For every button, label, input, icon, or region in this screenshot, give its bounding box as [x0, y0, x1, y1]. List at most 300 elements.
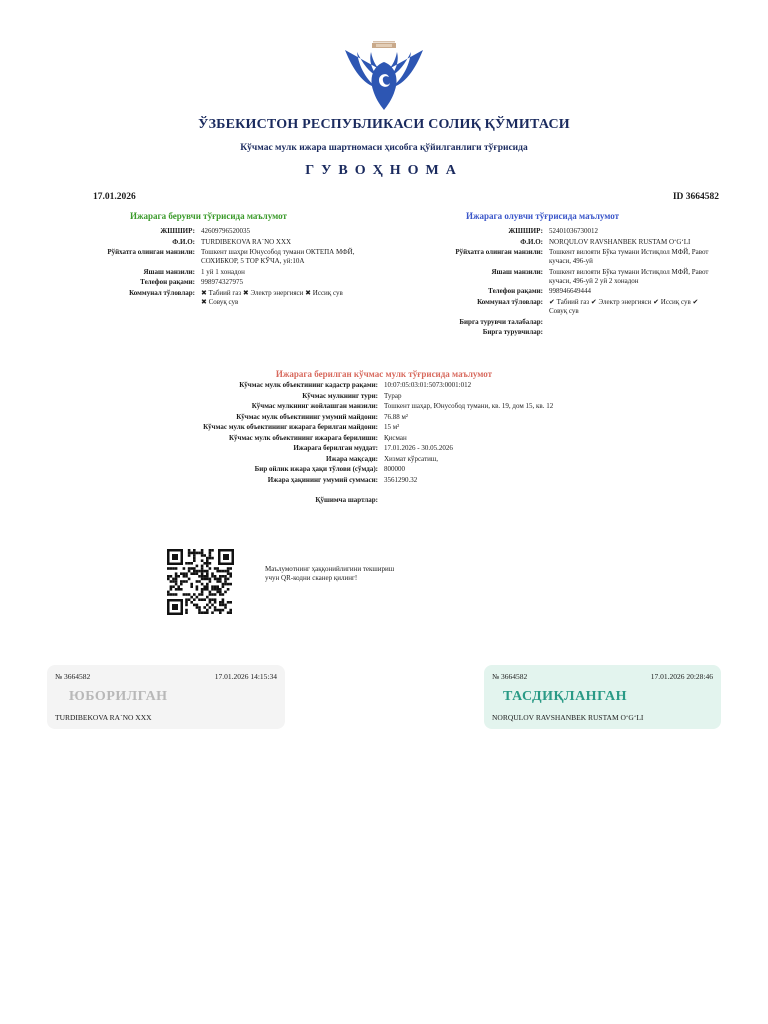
- qr-module: [196, 572, 199, 575]
- qr-module: [219, 604, 222, 607]
- field-label: Ижара мақсади:: [325, 454, 378, 463]
- field-label: Бир ойлик ижара ҳақи тўлови (сўмда):: [254, 465, 378, 473]
- qr-module: [185, 580, 188, 583]
- qr-module: [188, 578, 191, 581]
- qr-module: [224, 604, 227, 607]
- field-value: NORQULOV RAVSHANBEK RUSTAM O‘G‘LI: [549, 237, 691, 246]
- qr-module: [167, 567, 170, 570]
- qr-module: [206, 609, 209, 612]
- qr-module: [196, 565, 199, 568]
- qr-module: [219, 609, 222, 612]
- qr-module: [198, 611, 201, 614]
- qr-module: [206, 585, 209, 588]
- qr-module: [211, 585, 214, 588]
- qr-module: [211, 598, 214, 601]
- qr-module: [224, 575, 227, 578]
- field-value: 1 уй 1 хонадон: [201, 267, 245, 276]
- qr-module: [185, 601, 188, 604]
- qr-module: [209, 598, 212, 601]
- stamp-name: NORQULOV RAVSHANBEK RUSTAM O‘G‘LI: [492, 713, 644, 722]
- qr-module: [188, 562, 191, 565]
- field-label: Рўйхатга олинган манзили:: [107, 248, 195, 256]
- qr-module: [214, 593, 217, 596]
- qr-module: [211, 575, 214, 578]
- qr-module: [201, 559, 204, 562]
- qr-module: [206, 565, 209, 568]
- qr-module: [229, 583, 232, 586]
- property-row: [150, 413, 624, 422]
- field-label: Кўчмас мулкнинг жойлашган манзили:: [251, 402, 378, 410]
- qr-module: [198, 580, 201, 583]
- field-value: 10:07:05:03:01:5073:0001:012: [384, 381, 472, 389]
- qr-module: [224, 583, 227, 586]
- qr-module: [167, 593, 170, 596]
- lessee-row-residence: [395, 268, 714, 286]
- lessor-row-utilities: [60, 289, 371, 307]
- qr-module: [201, 575, 204, 578]
- qr-module: [201, 588, 204, 591]
- qr-module: [216, 570, 219, 573]
- qr-module: [224, 591, 227, 594]
- field-value: 17.01.2026 - 30.05.2026: [384, 444, 453, 452]
- field-label: Ижарага берилган муддат:: [293, 444, 378, 452]
- qr-module: [196, 588, 199, 591]
- qr-module: [203, 570, 206, 573]
- qr-module: [201, 549, 204, 552]
- qr-module: [190, 596, 193, 599]
- qr-module: [198, 570, 201, 573]
- qr-module: [177, 585, 180, 588]
- qr-module: [216, 578, 219, 581]
- qr-module: [193, 567, 196, 570]
- qr-module: [201, 583, 204, 586]
- qr-module: [185, 593, 188, 596]
- qr-module: [219, 575, 222, 578]
- qr-module: [222, 593, 225, 596]
- qr-module: [206, 562, 209, 565]
- qr-module: [175, 588, 178, 591]
- qr-module: [198, 606, 201, 609]
- field-label: Кўчмас мулкнинг тури:: [302, 391, 378, 400]
- qr-module: [188, 549, 191, 552]
- stamp-status: ЮБОРИЛГАН: [69, 689, 168, 704]
- qr-module: [216, 609, 219, 612]
- field-value: [549, 328, 714, 337]
- field-label: ЖШШИР:: [160, 227, 195, 235]
- lessor-section-title: Ижарага берувчи тўғрисида маълумот: [130, 211, 287, 221]
- lessor-row-residence: [60, 268, 371, 277]
- field-label: Телефон рақами:: [140, 278, 195, 286]
- qr-module: [196, 552, 199, 555]
- qr-module: [214, 609, 217, 612]
- field-value: Тошкент шаҳри Юнусобод тумани ОКТЕПА МФЙ, СОХИБКОР, 5 ТОР КЎЧА, уй:10А: [201, 248, 355, 265]
- qr-module: [216, 567, 219, 570]
- qr-module: [196, 604, 199, 607]
- qr-module: [211, 611, 214, 614]
- qr-module: [214, 575, 217, 578]
- qr-module: [198, 598, 201, 601]
- qr-module: [203, 611, 206, 614]
- qr-module: [222, 598, 225, 601]
- qr-module: [209, 601, 212, 604]
- field-value: 800000: [384, 465, 405, 473]
- qr-module: [193, 570, 196, 573]
- field-value: Турар: [384, 391, 402, 400]
- qr-module: [209, 557, 212, 560]
- qr-module: [222, 609, 225, 612]
- qr-module: [216, 591, 219, 594]
- qr-module: [170, 575, 173, 578]
- qr-module: [224, 570, 227, 573]
- tax-committee-emblem: [343, 40, 425, 112]
- qr-module: [206, 578, 209, 581]
- qr-module: [201, 570, 204, 573]
- qr-module: [170, 585, 173, 588]
- stamp-time: 17.01.2026 20:28:46: [650, 672, 713, 681]
- field-label: Кўчмас мулк объектининг умумий майдони:: [236, 412, 378, 421]
- qr-module: [209, 591, 212, 594]
- field-value: 42609796520035: [201, 227, 250, 235]
- qr-module: [227, 578, 230, 581]
- qr-module: [188, 593, 191, 596]
- qr-module: [201, 565, 204, 568]
- lessee-row-tin: [395, 227, 714, 236]
- stamp-number: № 3664582: [492, 672, 528, 681]
- field-value: 15 м²: [384, 423, 400, 431]
- qr-module: [219, 611, 222, 614]
- field-label: Бирга турувчилар:: [482, 328, 543, 336]
- property-row-extra: [150, 496, 624, 505]
- qr-module: [219, 578, 222, 581]
- check-icon: ✔: [653, 297, 660, 306]
- utility-item: ✔ Совуқ сув: [549, 297, 699, 315]
- qr-module: [170, 580, 173, 583]
- qr-module: [188, 567, 191, 570]
- utility-item: ✖ Табиий газ: [201, 288, 242, 297]
- qr-module: [203, 578, 206, 581]
- qr-module: [167, 575, 170, 578]
- qr-module: [183, 580, 186, 583]
- qr-module: [214, 606, 217, 609]
- qr-module: [222, 583, 225, 586]
- qr-module: [216, 585, 219, 588]
- field-value: Тошкент вилояти Бўка тумани Истиқлол МФЙ, Равот кучаси, 496-уй 2 уй 2 хонадон: [549, 267, 709, 285]
- qr-module: [214, 588, 217, 591]
- qr-module: [214, 567, 217, 570]
- property-fields: [150, 381, 624, 506]
- qr-module: [167, 591, 170, 594]
- qr-module: [190, 583, 193, 586]
- qr-module: [206, 588, 209, 591]
- qr-module: [211, 604, 214, 607]
- qr-module: [196, 580, 199, 583]
- qr-module: [190, 572, 193, 575]
- field-value: 52401036730012: [549, 227, 598, 235]
- qr-module: [214, 578, 217, 581]
- qr-code: [162, 545, 240, 619]
- qr-module: [206, 570, 209, 573]
- qr-module: [190, 567, 193, 570]
- qr-module: [196, 585, 199, 588]
- qr-module: [172, 567, 175, 570]
- field-value: Тошкент шаҳар, Юнусобод тумани, кв. 19, дом 15, кв. 12: [384, 402, 554, 410]
- qr-module: [201, 552, 204, 555]
- cross-icon: ✖: [201, 288, 207, 297]
- qr-module: [219, 593, 222, 596]
- qr-module: [175, 578, 178, 581]
- qr-module: [211, 572, 214, 575]
- field-label: Кўчмас мулк объектининг ижарага берилган майдони:: [203, 423, 378, 431]
- check-icon: ✔: [549, 297, 555, 306]
- qr-module: [209, 580, 212, 583]
- qr-module: [185, 611, 188, 614]
- qr-module: [193, 557, 196, 560]
- qr-module: [201, 611, 204, 614]
- qr-module: [183, 572, 186, 575]
- lessee-row-cohabitants: [395, 328, 714, 337]
- stamp-number: № 3664582: [55, 672, 91, 681]
- qr-module: [209, 606, 212, 609]
- qr-module: [188, 552, 191, 555]
- qr-module: [206, 557, 209, 560]
- property-row: [150, 392, 624, 401]
- utility-item: ✖ Совуқ сув: [201, 297, 239, 306]
- field-label: Қўшимча шартлар:: [315, 495, 378, 504]
- qr-instruction: Маълумотнинг ҳаққонийлигини текшириш учун QR-кодни сканер қилинг!: [265, 565, 395, 582]
- lessee-row-name: [395, 238, 714, 247]
- qr-module: [219, 570, 222, 573]
- lessor-row-registered-address: [60, 248, 371, 266]
- qr-module: [206, 559, 209, 562]
- qr-module: [229, 601, 232, 604]
- field-value: 998974327975: [201, 278, 243, 286]
- qr-module: [227, 572, 230, 575]
- qr-module: [203, 598, 206, 601]
- qr-module: [172, 593, 175, 596]
- qr-module: [209, 554, 212, 557]
- qr-module: [201, 593, 204, 596]
- qr-module: [180, 572, 183, 575]
- field-value: TURDIBEKOVA RA`NO XXX: [201, 237, 292, 246]
- qr-module: [188, 570, 191, 573]
- qr-module: [229, 567, 232, 570]
- document-subtitle: Кўчмас мулк ижара шартномаси ҳисобга қўйилганлиги тўғрисида: [240, 143, 528, 153]
- qr-module: [170, 567, 173, 570]
- qr-module: [209, 552, 212, 555]
- field-label: Ижара ҳақининг умумий суммаси:: [267, 475, 378, 484]
- qr-module: [203, 585, 206, 588]
- qr-module: [170, 588, 173, 591]
- stamp-status: ТАСДИҚЛАНГАН: [503, 689, 627, 704]
- property-row: [150, 455, 624, 464]
- qr-module: [203, 562, 206, 565]
- qr-module: [198, 609, 201, 612]
- property-row: [150, 434, 624, 443]
- property-row: [150, 444, 624, 453]
- qr-module: [198, 552, 201, 555]
- qr-module: [201, 591, 204, 594]
- property-row: [150, 381, 624, 390]
- qr-module: [180, 588, 183, 591]
- check-icon: ✔: [590, 297, 597, 306]
- qr-module: [229, 575, 232, 578]
- cross-icon: ✖: [305, 288, 312, 297]
- qr-module: [188, 554, 191, 557]
- utility-item: ✔ Иссиқ сув: [653, 297, 691, 306]
- qr-module: [190, 585, 193, 588]
- qr-module: [193, 593, 196, 596]
- qr-module: [172, 578, 175, 581]
- field-value: Тошкент вилояти Бўка тумани Истиқлол МФЙ, Равот кучаси, 496-уй: [549, 248, 709, 265]
- qr-module: [209, 549, 212, 552]
- stamp-name: TURDIBEKOVA RA`NO XXX: [55, 713, 152, 722]
- qr-module: [188, 598, 191, 601]
- field-value: 998946649444: [549, 287, 591, 295]
- qr-module: [190, 601, 193, 604]
- qr-module: [206, 611, 209, 614]
- property-section-title: Ижарага берилган кўчмас мулк тўғрисида маълумот: [275, 369, 493, 379]
- property-row: [150, 423, 624, 432]
- cross-icon: ✖: [201, 297, 207, 306]
- qr-module: [193, 572, 196, 575]
- qr-module: [224, 606, 227, 609]
- qr-module: [209, 562, 212, 565]
- qr-module: [201, 554, 204, 557]
- qr-module: [193, 552, 196, 555]
- utility-item: ✔ Табиий газ: [549, 297, 590, 306]
- qr-module: [209, 578, 212, 581]
- qr-module: [227, 601, 230, 604]
- qr-module: [193, 549, 196, 552]
- stamp-time: 17.01.2026 14:15:34: [214, 672, 277, 681]
- qr-module: [167, 578, 170, 581]
- qr-module: [206, 604, 209, 607]
- utility-item: ✔ Электр энергияси: [590, 297, 652, 306]
- qr-module: [214, 598, 217, 601]
- field-label: Яшаш манзили:: [491, 267, 543, 276]
- qr-module: [227, 570, 230, 573]
- qr-module: [224, 578, 227, 581]
- field-value: [384, 496, 624, 505]
- qr-module: [206, 572, 209, 575]
- qr-module: [175, 580, 178, 583]
- qr-module: [175, 572, 178, 575]
- qr-module: [175, 575, 178, 578]
- qr-module: [185, 575, 188, 578]
- qr-module: [211, 588, 214, 591]
- sent-stamp: [47, 665, 285, 729]
- utilities-list: [549, 298, 714, 316]
- lessee-row-utilities: [395, 298, 714, 316]
- qr-module: [183, 567, 186, 570]
- qr-module: [196, 570, 199, 573]
- field-label: Рўйхатга олинган манзили:: [455, 248, 543, 256]
- qr-module: [219, 601, 222, 604]
- qr-module: [211, 557, 214, 560]
- qr-module: [177, 588, 180, 591]
- field-label: Яшаш манзили:: [143, 267, 195, 276]
- qr-module: [185, 604, 188, 607]
- field-label: Кўчмас мулк объектининг ижарага берилиши:: [228, 433, 378, 442]
- organization-title: ЎЗБЕКИСТОН РЕСПУБЛИКАСИ СОЛИҚ ҚЎМИТАСИ: [198, 117, 570, 132]
- qr-module: [175, 567, 178, 570]
- check-icon: ✔: [692, 297, 699, 306]
- qr-module: [190, 562, 193, 565]
- field-value: Қисман: [384, 433, 407, 442]
- qr-module: [209, 593, 212, 596]
- document-id: ID 3664582: [672, 192, 719, 202]
- qr-module: [196, 596, 199, 599]
- qr-module: [172, 580, 175, 583]
- field-label: Ф.И.О:: [172, 237, 195, 246]
- qr-module: [180, 583, 183, 586]
- qr-module: [219, 580, 222, 583]
- utility-item: ✖ Иссиқ сув: [305, 288, 343, 297]
- lessee-row-phone: [395, 287, 714, 296]
- qr-module: [219, 588, 222, 591]
- qr-module: [183, 593, 186, 596]
- utilities-list: [201, 289, 371, 307]
- qr-module: [222, 604, 225, 607]
- lessor-fields: [60, 227, 371, 308]
- qr-module: [193, 554, 196, 557]
- qr-module: [229, 572, 232, 575]
- qr-module: [198, 593, 201, 596]
- qr-module: [201, 572, 204, 575]
- lessee-section-title: Ижарага олувчи тўғрисида маълумот: [466, 211, 620, 221]
- qr-module: [206, 583, 209, 586]
- qr-module: [201, 578, 204, 581]
- property-row: [150, 476, 624, 485]
- qr-module: [185, 562, 188, 565]
- lessee-row-registered-address: [395, 248, 714, 266]
- qr-module: [216, 588, 219, 591]
- field-label: Коммунал тўловлар:: [477, 297, 543, 306]
- qr-module: [227, 583, 230, 586]
- qr-module: [175, 583, 178, 586]
- field-value: [549, 318, 714, 327]
- qr-module: [172, 585, 175, 588]
- qr-module: [201, 567, 204, 570]
- qr-module: [193, 604, 196, 607]
- property-row: [150, 402, 624, 411]
- approved-stamp: [484, 665, 721, 729]
- qr-module: [180, 580, 183, 583]
- qr-module: [185, 609, 188, 612]
- property-row: [150, 465, 624, 474]
- field-value: 76.88 м²: [384, 412, 409, 421]
- certificate-title: ГУВОҲНОМА: [305, 163, 463, 178]
- qr-module: [203, 575, 206, 578]
- lessee-fields: [395, 227, 714, 339]
- qr-module: [175, 593, 178, 596]
- qr-module: [229, 609, 232, 612]
- qr-module: [224, 580, 227, 583]
- qr-module: [185, 598, 188, 601]
- qr-module: [219, 591, 222, 594]
- qr-module: [185, 572, 188, 575]
- lessor-row-phone: [60, 278, 371, 287]
- qr-module: [222, 601, 225, 604]
- qr-module: [190, 552, 193, 555]
- qr-module: [193, 559, 196, 562]
- field-value: Хизмат кўрсатиш,: [384, 454, 439, 463]
- cross-icon: ✖: [242, 288, 249, 297]
- qr-module: [201, 598, 204, 601]
- qr-module: [214, 585, 217, 588]
- qr-module: [203, 588, 206, 591]
- qr-module: [222, 585, 225, 588]
